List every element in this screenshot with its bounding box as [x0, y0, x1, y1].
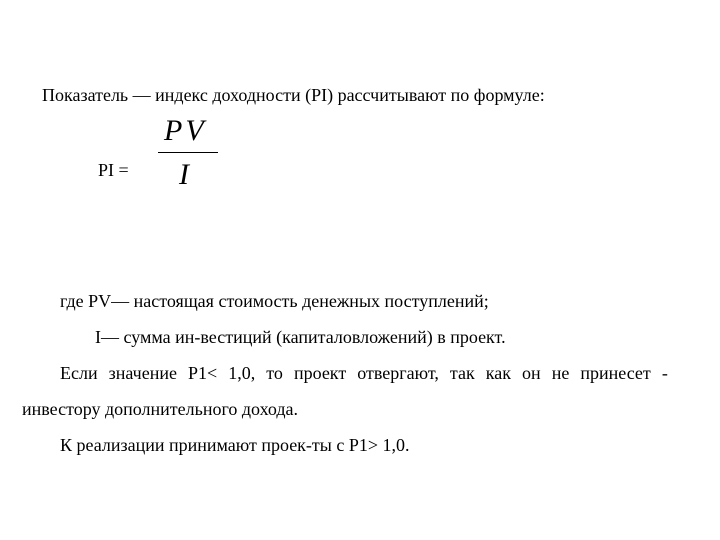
- rule-reject-word: он: [522, 363, 541, 383]
- formula-lhs: PI =: [98, 160, 129, 180]
- formula-fraction-bar: [158, 152, 218, 153]
- rule-reject-word: отвергают,: [357, 363, 439, 383]
- rule-reject-word: Если: [60, 363, 98, 383]
- rule-reject-line: [60, 362, 668, 384]
- definition-pv: где PV— настоящая стоимость денежных поступлений;: [60, 291, 489, 311]
- definition-i: I— сумма ин-вестиций (капиталовложений) в проект.: [95, 327, 506, 347]
- rule-reject-word: так: [449, 363, 475, 383]
- rule-reject-word: то: [266, 363, 283, 383]
- rule-reject-word: P1<: [188, 363, 218, 383]
- rule-accept: К реализации принимают проек-ты с P1> 1,0.: [60, 435, 410, 455]
- rule-reject-word: значение: [108, 363, 177, 383]
- formula-numerator: PV: [164, 114, 207, 147]
- rule-reject-word: -: [661, 363, 668, 383]
- rule-reject-word: не: [551, 363, 570, 383]
- intro-text: Показатель — индекс доходности (PI) рассчитывают по формуле:: [42, 85, 545, 105]
- rule-reject-word: принесет: [580, 363, 651, 383]
- rule-reject-word: проект: [293, 363, 347, 383]
- rule-reject-continuation: инвестору дополнительного дохода.: [22, 399, 299, 419]
- formula-denominator: I: [179, 158, 189, 191]
- rule-reject-word: как: [485, 363, 511, 383]
- rule-reject-word: 1,0,: [228, 363, 256, 383]
